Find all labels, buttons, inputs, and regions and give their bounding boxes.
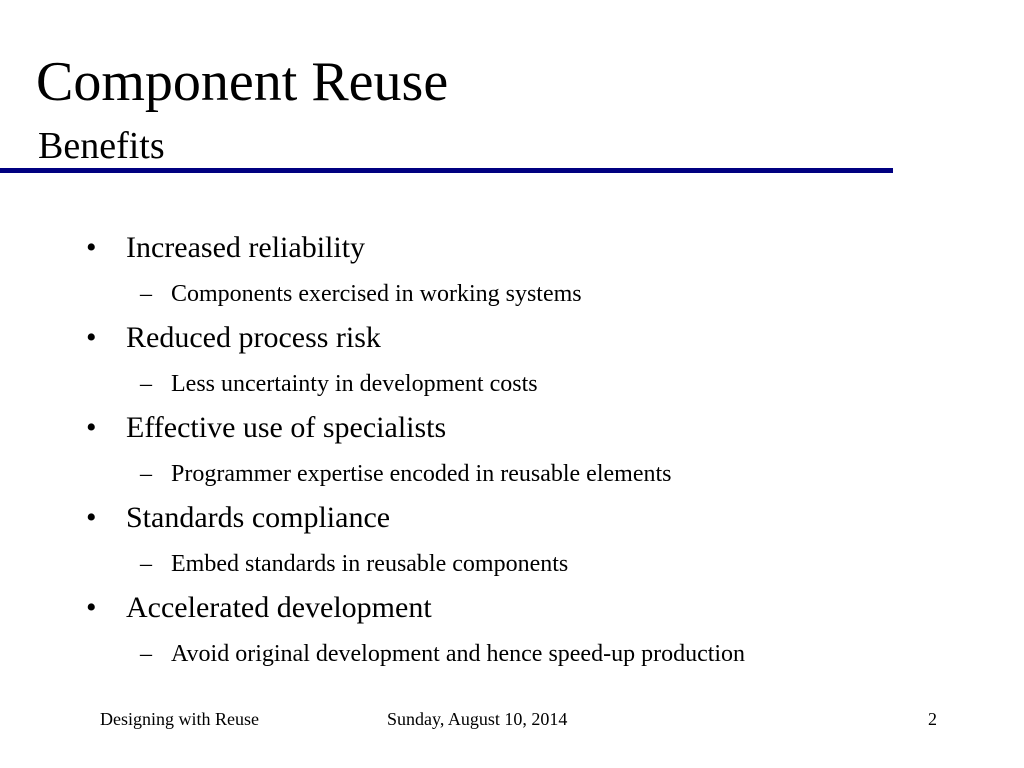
sub-bullet-item [0,272,1024,316]
bullet-icon: • [86,321,97,354]
sub-bullet-text: Less uncertainty in development costs [171,371,538,397]
dash-icon: – [140,641,152,667]
slide-number: 2 [928,709,937,729]
slide-subtitle: Benefits [38,125,165,167]
sub-bullet-text: Avoid original development and hence speed-up production [171,641,746,667]
footer-date: Sunday, August 10, 2014 [387,709,568,729]
sub-bullet-text: Embed standards in reusable components [171,551,569,577]
sub-bullet-item [0,542,1024,586]
title-divider [0,168,893,173]
dash-icon: – [140,371,152,397]
dash-icon: – [140,461,152,487]
footer-title: Designing with Reuse [100,709,259,729]
bullet-text: Effective use of specialists [126,411,447,444]
sub-bullet-item [0,452,1024,496]
slide-title: Component Reuse [36,51,449,113]
sub-bullet-text: Components exercised in working systems [171,281,582,307]
bullet-icon: • [86,501,97,534]
bullet-item [0,496,1024,542]
sub-bullet-item [0,632,1024,676]
bullet-item [0,406,1024,452]
bullet-text: Accelerated development [126,591,432,624]
bullet-list [0,226,1024,676]
sub-bullet-item [0,362,1024,406]
bullet-text: Increased reliability [126,231,366,264]
dash-icon: – [140,281,152,307]
bullet-item [0,316,1024,362]
bullet-text: Reduced process risk [126,321,381,354]
sub-bullet-text: Programmer expertise encoded in reusable elements [171,461,672,487]
bullet-icon: • [86,411,97,444]
bullet-icon: • [86,231,97,264]
bullet-item [0,586,1024,632]
dash-icon: – [140,551,152,577]
bullet-icon: • [86,591,97,624]
bullet-item [0,226,1024,272]
bullet-text: Standards compliance [126,501,391,534]
